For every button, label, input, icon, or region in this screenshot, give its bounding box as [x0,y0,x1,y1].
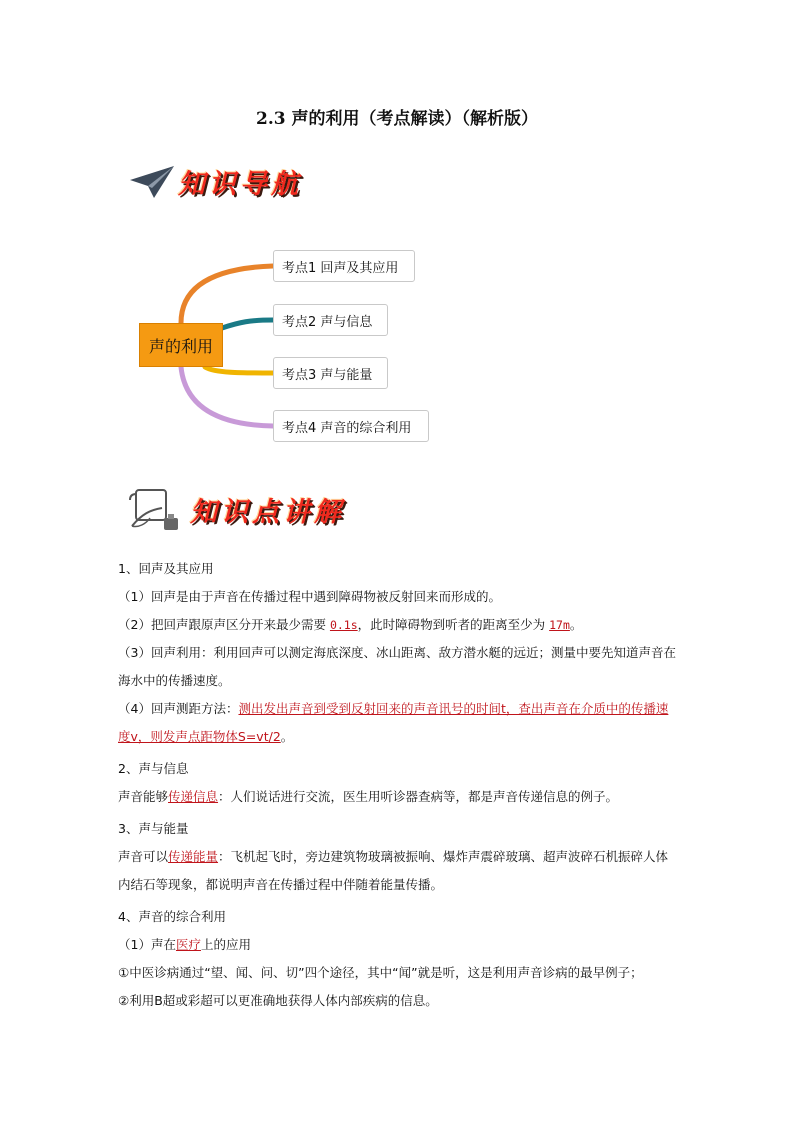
section-4-p3: ②利用B超或彩超可以更准确地获得人体内部疾病的信息。 [118,993,438,1008]
connector-2 [222,320,273,328]
medical-term: 医疗 [175,937,201,952]
mindmap-root: 声的利用 [139,323,223,367]
echo-ranging-method: 测出发出声音到受到反射回来的声音讯号的时间t，查出声音在介质中的传播速度v，则发声点距物体S=vt/2 [118,701,669,744]
section-4-p2: ①中医诊病通过“望、闻、问、切”四个途径，其中“闻”就是听，这是利用声音诊病的最早例子； [118,965,643,980]
knowledge-nav-label: 知识导航 [178,169,302,200]
knowledge-points-banner [128,484,345,534]
echo-min-distance: 17m [549,618,570,632]
section-3-heading: 3、声与能量 [118,821,189,836]
section-2-heading: 2、声与信息 [118,761,189,776]
connector-3 [205,367,273,373]
section-1-p2: （2）把回声跟原声区分开来最少需要 0.1s，此时障碍物到听者的距离至少为 17m。 [118,617,583,632]
connector-4 [181,367,273,426]
section-4-heading: 4、声音的综合利用 [118,909,226,924]
transmit-energy-term: 传递能量 [168,849,219,864]
section-1-p1: （1）回声是由于声音在传播过程中遇到障碍物被反射回来而形成的。 [118,589,501,604]
mindmap-topic-3: 考点3 声与能量 [273,357,388,389]
transmit-info-term: 传递信息 [168,789,219,804]
section-2-p: 声音能够传递信息：人们说话进行交流，医生用听诊器查病等，都是声音传递信息的例子。 [118,789,619,804]
mindmap-topic-1: 考点1 回声及其应用 [273,250,415,282]
section-1-heading: 1、回声及其应用 [118,561,214,576]
section-1-p4: （4）回声测距方法：测出发出声音到受到反射回来的声音讯号的时间t，查出声音在介质中的传播速度v，则发声点距物体S=vt/2。 [118,701,669,744]
knowledge-points-label: 知识点讲解 [190,496,345,528]
scroll-quill-icon [128,484,184,534]
paper-plane-icon [128,164,176,200]
mindmap-topic-4: 考点4 声音的综合利用 [273,410,429,442]
knowledge-nav-banner [128,162,302,201]
page-title: 2.3 声的利用（考点解读）（解析版） [256,109,538,129]
mindmap [0,230,794,460]
echo-min-time: 0.1s [329,618,358,632]
content-body [118,555,678,1015]
section-3-p: 声音可以传递能量：飞机起飞时，旁边建筑物玻璃被振响、爆炸声震碎玻璃、超声波碎石机振碎人体内结石等现象，都说明声音在传播过程中伴随着能量传播。 [118,849,669,892]
connector-1 [181,266,273,323]
section-4-p1: （1）声在医疗上的应用 [118,937,251,952]
section-1-p3: （3）回声利用：利用回声可以测定海底深度、冰山距离、敌方潜水艇的远近；测量中要先知道声音在海水中的传播速度。 [118,645,676,688]
mindmap-topic-2: 考点2 声与信息 [273,304,388,336]
